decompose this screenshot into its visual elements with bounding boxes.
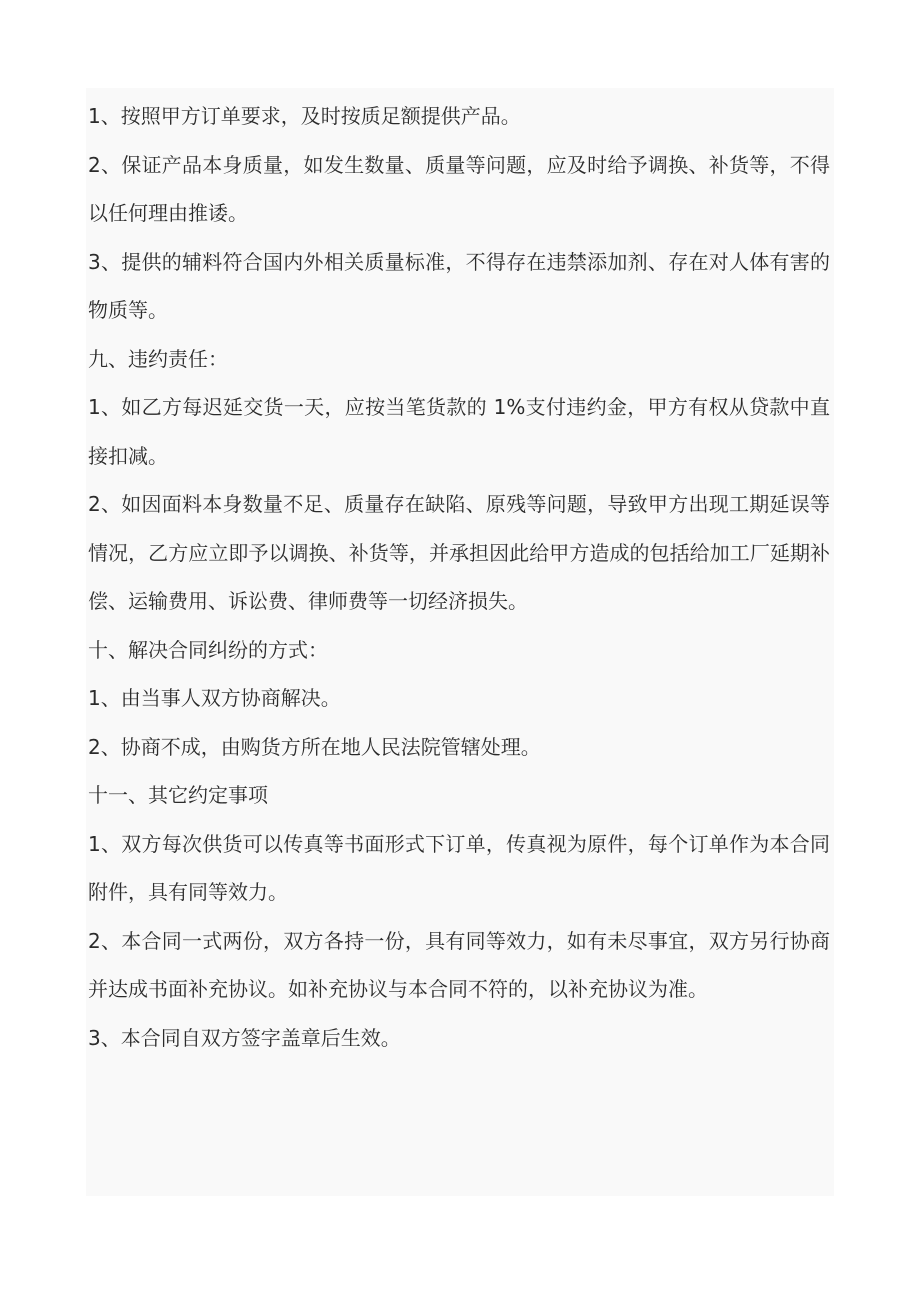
clause-supply-on-time: 1、按照甲方订单要求，及时按质足额提供产品。 <box>88 104 521 128</box>
clause-court-jurisdiction: 2、协商不成，由购货方所在地人民法院管辖处理。 <box>88 734 541 759</box>
clause-effective-date: 3、本合同自双方签字盖章后生效。 <box>88 1025 401 1050</box>
clause-late-delivery-penalty: 1、如乙方每迟延交货一天，应按当笔货款的 1%支付违约金，甲方有权从贷款中直接扣减。 <box>88 395 830 468</box>
clause-fax-orders: 1、双方每次供货可以传真等书面形式下订单，传真视为原件，每个订单作为本合同附件，具有同等效力。 <box>88 831 830 904</box>
clause-materials-standard: 3、提供的辅料符合国内外相关质量标准，不得存在违禁添加剂、存在对人体有害的物质等。 <box>88 249 830 322</box>
section-heading-breach: 九、违约责任： <box>88 346 228 371</box>
document-body <box>88 92 830 1062</box>
clause-quality-guarantee: 2、保证产品本身质量，如发生数量、质量等问题，应及时给予调换、补货等，不得以任何理由推诿。 <box>88 152 830 225</box>
section-heading-other-terms: 十一、其它约定事项 <box>88 783 268 807</box>
section-heading-dispute: 十、解决合同纠纷的方式： <box>88 637 328 662</box>
clause-negotiation: 1、由当事人双方协商解决。 <box>88 686 341 710</box>
clause-copies-supplement: 2、本合同一式两份，双方各持一份，具有同等效力，如有未尽事宜，双方另行协商并达成书面补充协议。如补充协议与本合同不符的，以补充协议为准。 <box>88 928 830 1001</box>
clause-defect-compensation: 2、如因面料本身数量不足、质量存在缺陷、原残等问题，导致甲方出现工期延误等情况，乙方应立即予以调换、补货等，并承担因此给甲方造成的包括给加工厂延期补偿、运输费用、诉讼费、律师费等一切经济损失。 <box>88 492 830 613</box>
